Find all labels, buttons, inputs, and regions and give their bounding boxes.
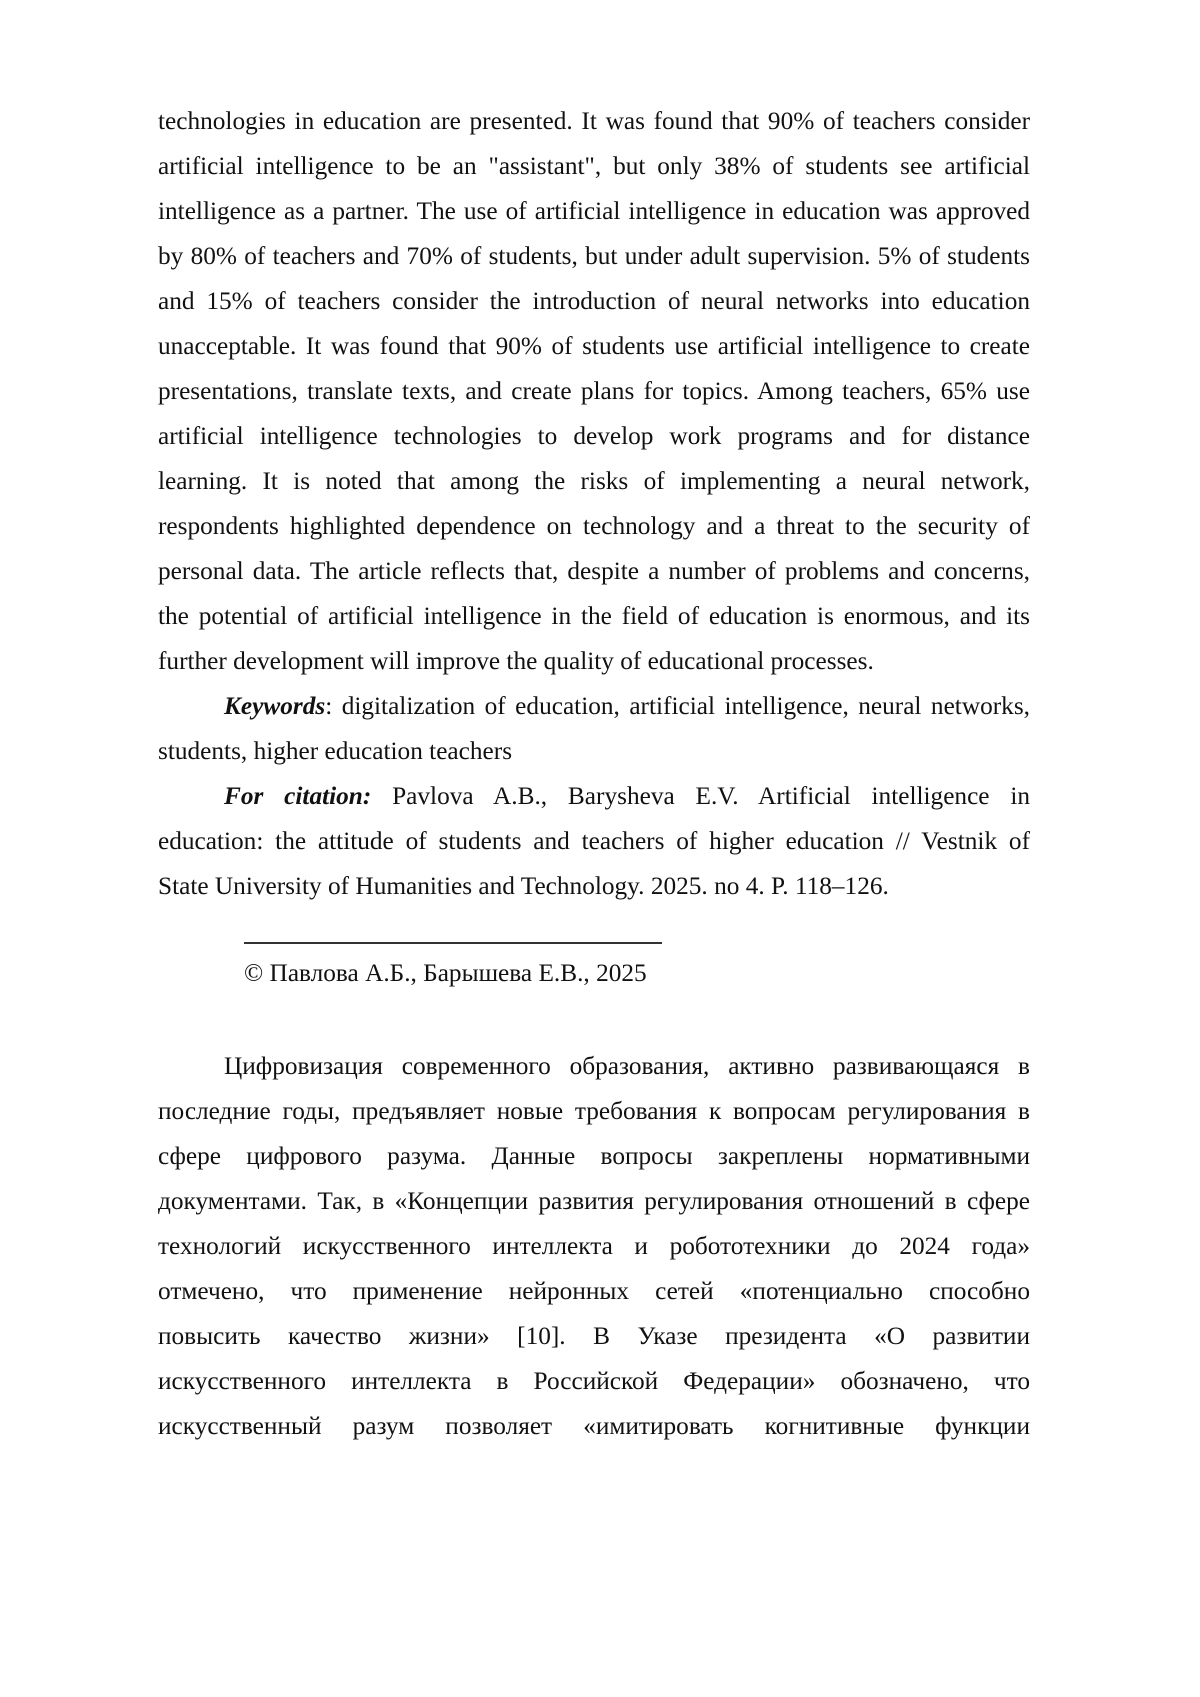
abstract-paragraph (158, 99, 1030, 684)
abstract-line: learning. It is noted that among the risks of implementing a neural network, (158, 467, 1030, 495)
keywords-paragraph (158, 684, 1030, 774)
keywords-line (158, 684, 1030, 729)
keywords-text: : digitalization of education, artificial intelligence, neural networks, (325, 692, 1030, 720)
abstract-line: personal data. The article reflects that, despite a number of problems and concerns, (158, 557, 1030, 585)
citation-label: For citation: (224, 782, 372, 810)
abstract-line: respondents highlighted dependence on technology and a threat to the security of (158, 512, 1030, 540)
citation-paragraph (158, 774, 1030, 909)
abstract-line: presentations, translate texts, and create plans for topics. Among teachers, 65% use (158, 377, 1030, 405)
abstract-line: artificial intelligence technologies to develop work programs and for distance (158, 422, 1030, 450)
footnote-area (158, 909, 1030, 999)
keywords-label: Keywords (224, 692, 326, 720)
abstract-line: further development will improve the quality of educational processes. (158, 647, 874, 675)
body-line: технологий искусственного интеллекта и робототехники до 2024 года» (158, 1232, 1030, 1260)
keywords-line: students, higher education teachers (158, 737, 513, 765)
body-line: Цифровизация современного образования, активно развивающаяся в (224, 1052, 1030, 1080)
footnote-separator (244, 942, 662, 944)
body-line: искусственного интеллекта в Российской Федерации» обозначено, что (158, 1367, 1030, 1395)
citation-line (158, 774, 1030, 819)
abstract-line: the potential of artificial intelligence in the field of education is enormous, and its (158, 602, 1030, 630)
abstract-line: intelligence as a partner. The use of artificial intelligence in education was approved (158, 197, 1030, 225)
spacer (158, 999, 1030, 1044)
document-page (158, 99, 1030, 1449)
abstract-line: and 15% of teachers consider the introduction of neural networks into education (158, 287, 1030, 315)
body-line: документами. Так, в «Концепции развития регулирования отношений в сфере (158, 1187, 1030, 1215)
citation-line: education: the attitude of students and teachers of higher education // Vestnik of (158, 827, 1030, 855)
body-line: повысить качество жизни» [10]. В Указе президента «О развитии (158, 1322, 1030, 1350)
abstract-line: unacceptable. It was found that 90% of students use artificial intelligence to create (158, 332, 1030, 360)
body-paragraph (158, 1044, 1030, 1449)
citation-line: State University of Humanities and Technology. 2025. no 4. P. 118–126. (158, 872, 889, 900)
abstract-line: artificial intelligence to be an "assistant", but only 38% of students see artificial (158, 152, 1030, 180)
body-line: отмечено, что применение нейронных сетей «потенциально способно (158, 1277, 1030, 1305)
abstract-line: technologies in education are presented. It was found that 90% of teachers consider (158, 107, 1030, 135)
body-line: сфере цифрового разума. Данные вопросы закреплены нормативными (158, 1142, 1030, 1170)
body-line: последние годы, предъявляет новые требования к вопросам регулирования в (158, 1097, 1030, 1125)
copyright-notice: © Павлова А.Б., Барышева Е.В., 2025 (244, 959, 647, 987)
abstract-line: by 80% of teachers and 70% of students, but under adult supervision. 5% of students (158, 242, 1030, 270)
citation-text: Pavlova A.B., Barysheva E.V. Artificial intelligence in (371, 782, 1030, 810)
body-line: искусственный разум позволяет «имитировать когнитивные функции (158, 1412, 1030, 1440)
